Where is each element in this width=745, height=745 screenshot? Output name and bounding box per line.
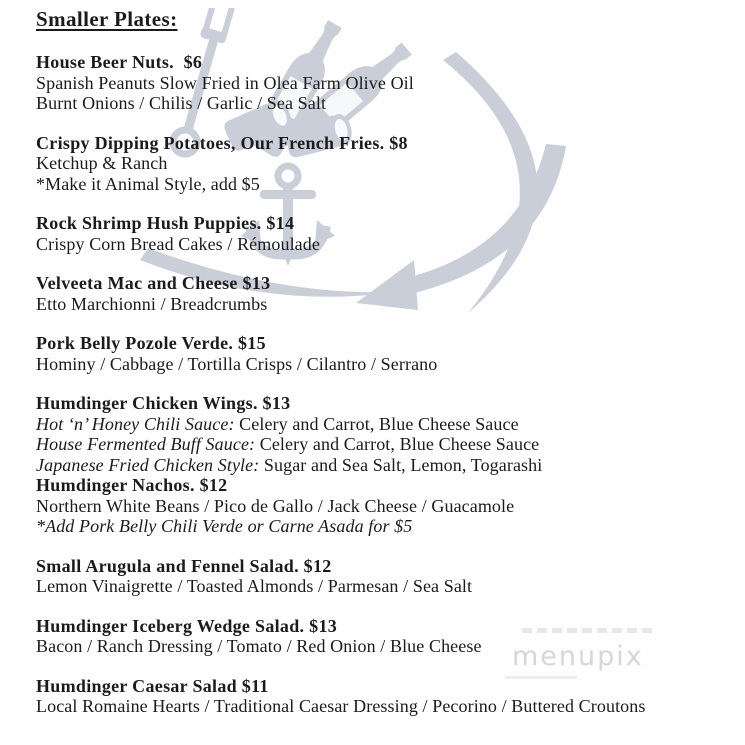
menu-item-description-line: Hominy / Cabbage / Tortilla Crisps / Cilantro / Serrano [36, 353, 438, 374]
menu-item-name: Humdinger Nachos. $12 [36, 475, 228, 495]
menu-item-description-line: Bacon / Ranch Dressing / Tomato / Red Onion / Blue Cheese [36, 636, 482, 656]
menu-item-description-line: Japanese Fried Chicken Style: Sugar and Sea Salt, Lemon, Togarashi [36, 454, 543, 475]
menu-item-description-line: Ketchup & Ranch [36, 153, 168, 173]
menu-item [36, 556, 725, 597]
menu-item-name: Crispy Dipping Potatoes, Our French Fries. $8 [36, 132, 408, 153]
menu-item-description [36, 696, 725, 717]
menupix-watermark: menupix [512, 641, 644, 672]
menu-item-description [36, 153, 725, 194]
menu-item-description-line: *Make it Animal Style, add $5 [36, 173, 260, 194]
menu-item-description [36, 496, 725, 537]
menu-item [36, 475, 725, 537]
menu-item-description [36, 354, 725, 375]
menu-item-description-line: *Add Pork Belly Chili Verde or Carne Asada for $5 [36, 516, 413, 536]
menu-item-name: Humdinger Chicken Wings. $13 [36, 393, 291, 413]
menu-item-description-line: Burnt Onions / Chilis / Garlic / Sea Salt [36, 93, 327, 113]
menu-item [36, 273, 725, 314]
menu-item-name: Humdinger Caesar Salad $11 [36, 675, 269, 696]
menu-item-description-line: Crispy Corn Bread Cakes / Rémoulade [36, 233, 320, 254]
menu-item-description [36, 73, 725, 114]
menu-item-description-line: House Fermented Buff Sauce: Celery and Carrot, Blue Cheese Sauce [36, 434, 540, 454]
menu-item [36, 393, 725, 475]
menu-item-name: Velveeta Mac and Cheese $13 [36, 273, 271, 293]
sauce-style-label: House Fermented Buff Sauce: [36, 434, 256, 454]
menu-item-name: Small Arugula and Fennel Salad. $12 [36, 555, 332, 576]
menu-item [36, 52, 725, 114]
menu-item-name: House Beer Nuts. $6 [36, 52, 203, 72]
menu-item-description-line: Etto Marchionni / Breadcrumbs [36, 293, 268, 314]
sauce-style-label: Hot ‘n’ Honey Chili Sauce: [36, 413, 235, 434]
menu-item [36, 333, 725, 374]
section-title: Smaller Plates: [36, 7, 178, 31]
menu-item [36, 213, 725, 254]
menu-item-name: Rock Shrimp Hush Puppies. $14 [36, 213, 295, 233]
menu-item-description-line: Hot ‘n’ Honey Chili Sauce: Celery and Carrot, Blue Cheese Sauce [36, 413, 519, 434]
menu-item-description [36, 294, 725, 315]
menu-item-description-line: Local Romaine Hearts / Traditional Caesar Dressing / Pecorino / Buttered Croutons [36, 696, 646, 716]
sauce-style-label: Japanese Fried Chicken Style: [36, 454, 260, 475]
menu-item-name: Pork Belly Pozole Verde. $15 [36, 333, 266, 353]
menu-item-description-line: Spanish Peanuts Slow Fried in Olea Farm Olive Oil [36, 72, 414, 93]
menu-item-description [36, 414, 725, 476]
menu-item [36, 616, 725, 657]
menu-item [36, 133, 725, 195]
menu-item [36, 676, 725, 717]
menu-item-name: Humdinger Iceberg Wedge Salad. $13 [36, 615, 338, 636]
menu-item-description-line: Northern White Beans / Pico de Gallo / Jack Cheese / Guacamole [36, 495, 515, 516]
menu-item-description-line: Lemon Vinaigrette / Toasted Almonds / Parmesan / Sea Salt [36, 576, 473, 596]
menu-item-description [36, 234, 725, 255]
menu-item-description [36, 576, 725, 597]
menu-items [36, 52, 725, 717]
menu-item-description [36, 636, 725, 657]
